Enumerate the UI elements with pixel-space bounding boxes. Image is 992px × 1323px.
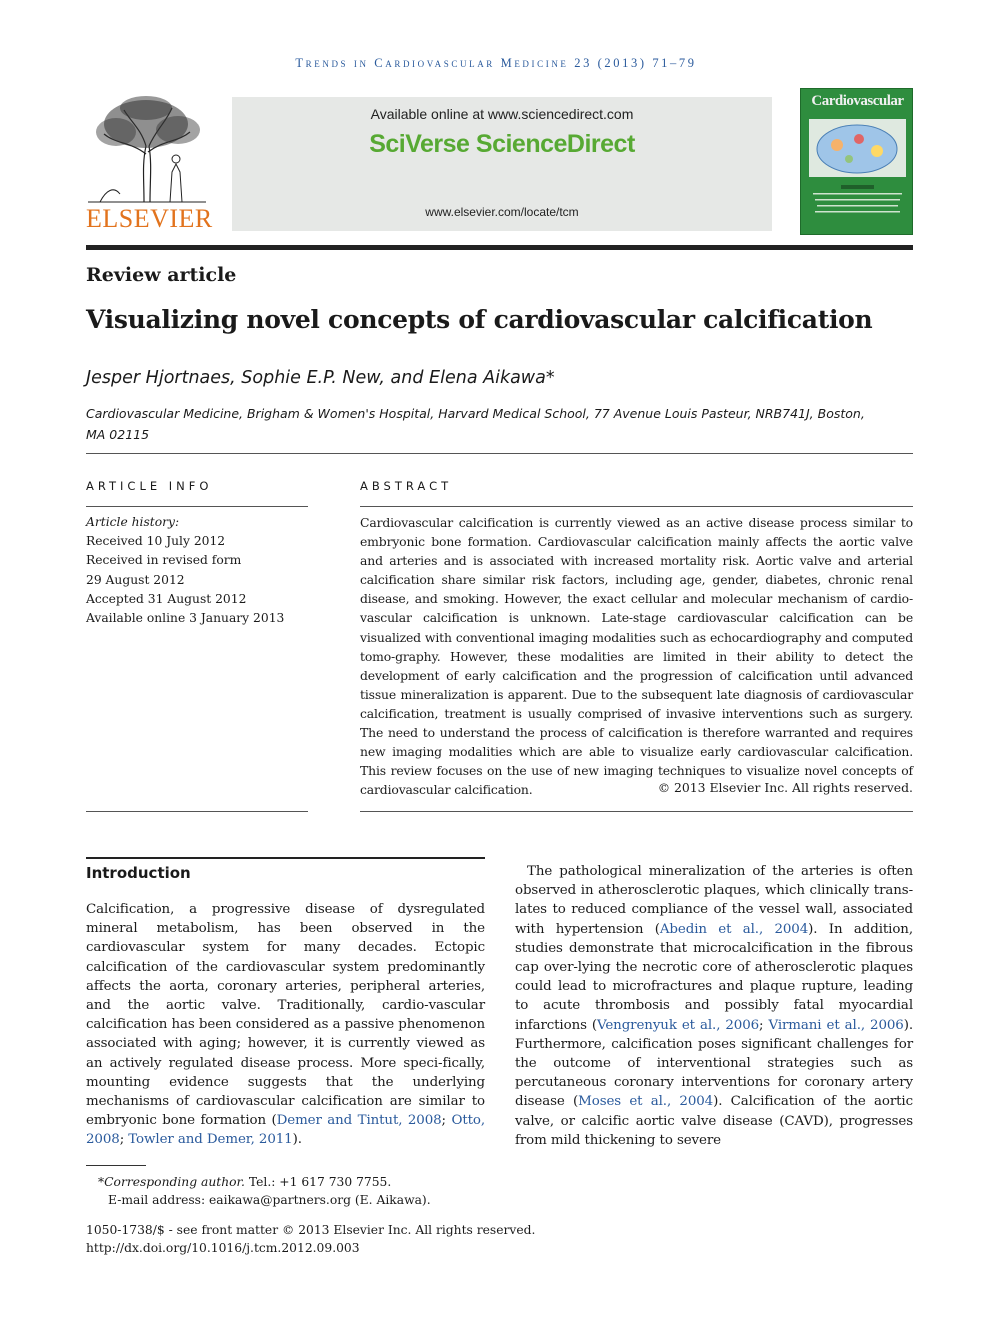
history-label: Article history: xyxy=(86,515,180,529)
corresponding-author-label: *Corresponding author. xyxy=(98,1175,245,1189)
introduction-heading: Introduction xyxy=(86,864,191,882)
divider xyxy=(360,811,913,812)
citation-link[interactable]: Otto, 2008 xyxy=(86,1113,485,1148)
history-item: Accepted 31 August 2012 xyxy=(86,591,247,606)
running-header: Trends in Cardiovascular Medicine 23 (2013) 71–79 xyxy=(295,56,697,70)
author-list[interactable]: Jesper Hjortnaes, Sophie E.P. New, and Elena Aikawa* xyxy=(86,368,555,388)
introduction-left-column xyxy=(86,900,485,1150)
elsevier-logo[interactable] xyxy=(86,94,213,234)
history-item: Received 10 July 2012 xyxy=(86,534,226,549)
corresponding-author-phone: Tel.: +1 617 730 7755. xyxy=(244,1175,392,1189)
history-item: Received in revised form xyxy=(86,553,242,568)
section-rule xyxy=(86,857,485,859)
abstract-heading: ABSTRACT xyxy=(360,479,453,493)
article-title: Visualizing novel concepts of cardiovascular calcification xyxy=(86,305,873,334)
sd-available-text: Available online at www.sciencedirect.com xyxy=(370,106,634,122)
body-text: ). In addition, studies demonstrate that microcalcification in the fibrous cap over-lying the necrotic core of atherosclerotic plaques could lead to microfractures and plaque rupture, leading to acute thrombosis and possibly fatal myocardial infarctions ( xyxy=(515,921,913,1033)
cover-figure-icon xyxy=(809,119,906,177)
body-text: ). Furthermore, calcification poses significant challenges for the outcome of interventional strategies such as percutaneous coronary interventions for coronary artery disease ( xyxy=(515,1017,913,1110)
journal-url[interactable]: www.elsevier.com/locate/tcm xyxy=(425,205,579,219)
issn-line: 1050-1738/$ - see front matter © 2013 Elsevier Inc. All rights reserved. xyxy=(86,1223,536,1237)
citation-separator: ; xyxy=(119,1132,129,1148)
body-text: ). Calcification of the aortic valve, or calcific aortic valve disease (CAVD), progresses from mild thickening to severe xyxy=(515,1094,913,1148)
sciencedirect-banner xyxy=(232,97,772,231)
body-text: ). xyxy=(292,1132,302,1148)
article-history xyxy=(86,513,306,628)
history-item: 29 August 2012 xyxy=(86,572,185,587)
divider xyxy=(86,811,308,812)
corresponding-author-note xyxy=(86,1173,586,1192)
masthead-rule xyxy=(86,245,913,250)
abstract-copyright: © 2013 Elsevier Inc. All rights reserved. xyxy=(657,780,913,795)
article-info-heading: ARTICLE INFO xyxy=(86,479,213,493)
citation-separator: ; xyxy=(759,1017,769,1033)
email-note[interactable]: E-mail address: eaikawa@partners.org (E. Aikawa). xyxy=(108,1193,431,1207)
history-item: Available online 3 January 2013 xyxy=(86,611,285,626)
divider xyxy=(86,453,913,454)
affiliation-line: Cardiovascular Medicine, Brigham & Women's Hospital, Harvard Medical School, 77 Avenue Louis Pasteur, NRB741J, Boston, xyxy=(86,406,865,421)
body-text: Calcification, a progressive disease of dysregulated mineral metabolism, has been observed in the cardiovascular system for many decades. Ectopic calcification of the cardiovascular system predominantly affects the aorta, coronary arteries, peripheral arteries, and the aortic valve. Traditionally, cardio-vascular calcification has been considered as a passive phenomenon associated with aging; however, it is currently viewed as an actively regulated disease process. More speci-fically, mounting evidence suggests that the underlying mechanisms of cardiovascular calcification are similar to embryonic bone formation ( xyxy=(86,902,485,1129)
doi-link[interactable]: http://dx.doi.org/10.1016/j.tcm.2012.09.003 xyxy=(86,1241,360,1255)
divider xyxy=(360,506,913,507)
divider xyxy=(86,506,308,507)
sciverse-sciencedirect-logo[interactable]: SciVerse ScienceDirect xyxy=(369,130,635,158)
affiliation-line: MA 02115 xyxy=(86,427,150,442)
citation-link[interactable]: Moses et al., 2004 xyxy=(578,1094,714,1110)
cover-text-lines xyxy=(801,183,913,233)
body-text: The pathological mineralization of the arteries is often observed in atherosclerotic plaques, which clinically trans-lates to reduced compliance of the vessel wall, associated with hypertension ( xyxy=(515,864,913,937)
cover-illustration xyxy=(809,119,906,177)
citation-link[interactable]: Vengrenyuk et al., 2006 xyxy=(597,1017,760,1033)
abstract-body: Cardiovascular calcification is currently viewed as an active disease process similar to embryonic bone formation. Cardiovascular calcification mainly affects the aortic valve and arteries and is associated with increased mortality risk. Aortic valve and arterial calcification share similar risk factors, including age, gender, diabetes, chronic renal disease, and smoking. However, the exact cellular and molecular mechanism of cardio-vascular calcification is unknown. Late-stage cardiovascular calcification can be visualized with conventional imaging modalities such as echocardiography and computed tomo-graphy. However, these modalities are limited in their ability to detect the development of early calcification and the progression of calcification until advanced tissue mineralization is apparent. Due to the subsequent late diagnosis of cardiovascular calcification, treatment is usually comprised of invasive interventions such as surgery. The need to understand the process of calcification is therefore warranted and requires new imaging modalities which are able to visualize early cardiovascular calcification. This review focuses on the use of new imaging techniques to visualize novel concepts of cardiovascular calcification. xyxy=(360,515,913,798)
citation-link[interactable]: Towler and Demer, 2011 xyxy=(128,1132,293,1148)
introduction-right-column xyxy=(515,862,913,1150)
citation-link[interactable]: Demer and Tintut, 2008 xyxy=(276,1113,442,1129)
affiliation xyxy=(86,403,866,445)
footnote-rule xyxy=(86,1165,146,1166)
elsevier-wordmark: ELSEVIER xyxy=(86,204,213,233)
article-type: Review article xyxy=(86,264,237,286)
citation-link[interactable]: Abedin et al., 2004 xyxy=(659,921,809,937)
cover-title: Cardiovascular xyxy=(811,93,904,109)
citation-separator: ; xyxy=(441,1113,452,1129)
tree-of-knowledge-icon xyxy=(86,94,208,204)
journal-cover-thumbnail[interactable] xyxy=(800,88,913,235)
citation-link[interactable]: Virmani et al., 2006 xyxy=(768,1017,904,1033)
